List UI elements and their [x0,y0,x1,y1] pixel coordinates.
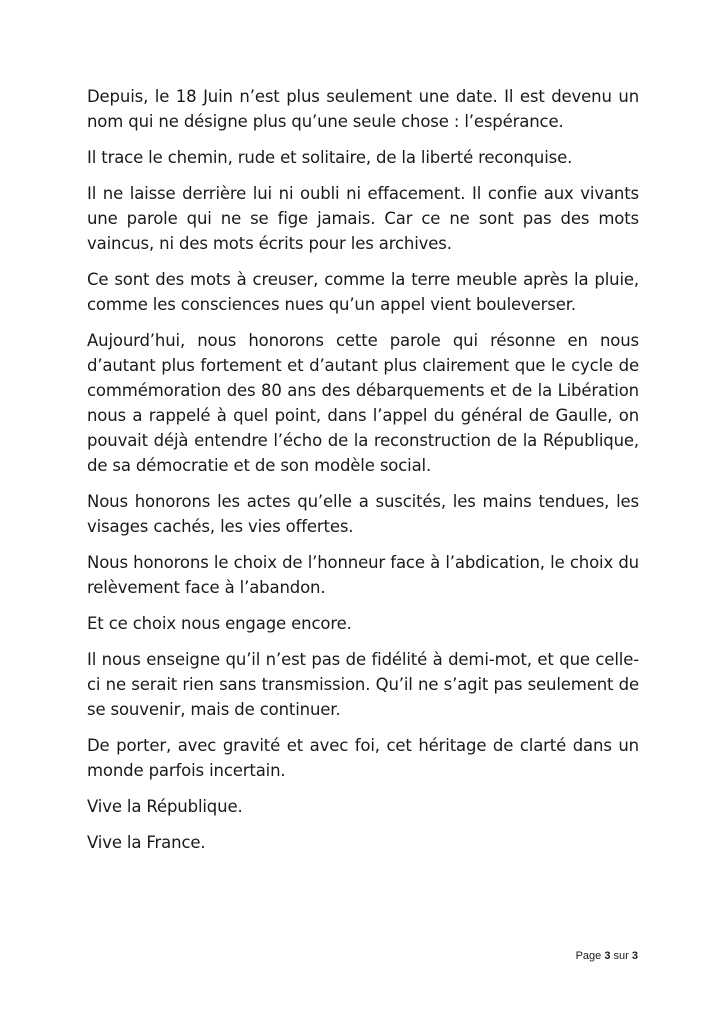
paragraph: Et ce choix nous engage encore. [87,614,352,633]
page-number-footer [576,950,638,962]
paragraph: De porter, avec gravité et avec foi, cet héritage de clarté dans un monde parfois incertain. [87,736,639,780]
page-separator: sur [613,950,629,962]
total-page-number: 3 [631,950,638,962]
paragraph: Il ne laisse derrière lui ni oubli ni effacement. Il confie aux vivants une parole qui ne se fige jamais. Car ce ne sont pas des mots vaincus, ni des mots écrits pour les archives. [87,184,639,253]
paragraph: Vive la France. [87,833,206,852]
paragraph: Nous honorons les actes qu’elle a suscités, les mains tendues, les visages cachés, les vies offertes. [87,492,639,536]
paragraph: Ce sont des mots à creuser, comme la terre meuble après la pluie, comme les consciences nues qu’un appel vient bouleverser. [87,270,639,314]
paragraph: Depuis, le 18 Juin n’est plus seulement une date. Il est devenu un nom qui ne désigne plus qu’une seule chose : l’espérance. [87,87,639,131]
current-page-number: 3 [604,950,611,962]
paragraph: Aujourd’hui, nous honorons cette parole qui résonne en nous d’autant plus fortement et d’autant plus clairement que le cycle de commémoration des 80 ans des débarquements et de la Libération nous a rappelé à quel point, dans l’appel du général de Gaulle, on pouvait déjà entendre l’écho de la reconstruction de la République, de sa démocratie et de son modèle social. [87,331,639,475]
document-body [87,84,639,866]
page-label: Page [575,950,602,962]
paragraph: Nous honorons le choix de l’honneur face à l’abdication, le choix du relèvement face à l’abandon. [87,553,639,597]
paragraph: Il trace le chemin, rude et solitaire, de la liberté reconquise. [87,148,573,167]
paragraph: Il nous enseigne qu’il n’est pas de fidélité à demi-mot, et que celle-ci ne serait rien sans transmission. Qu’il ne s’agit pas seulement de se souvenir, mais de continuer. [87,650,639,719]
paragraph: Vive la République. [87,797,243,816]
